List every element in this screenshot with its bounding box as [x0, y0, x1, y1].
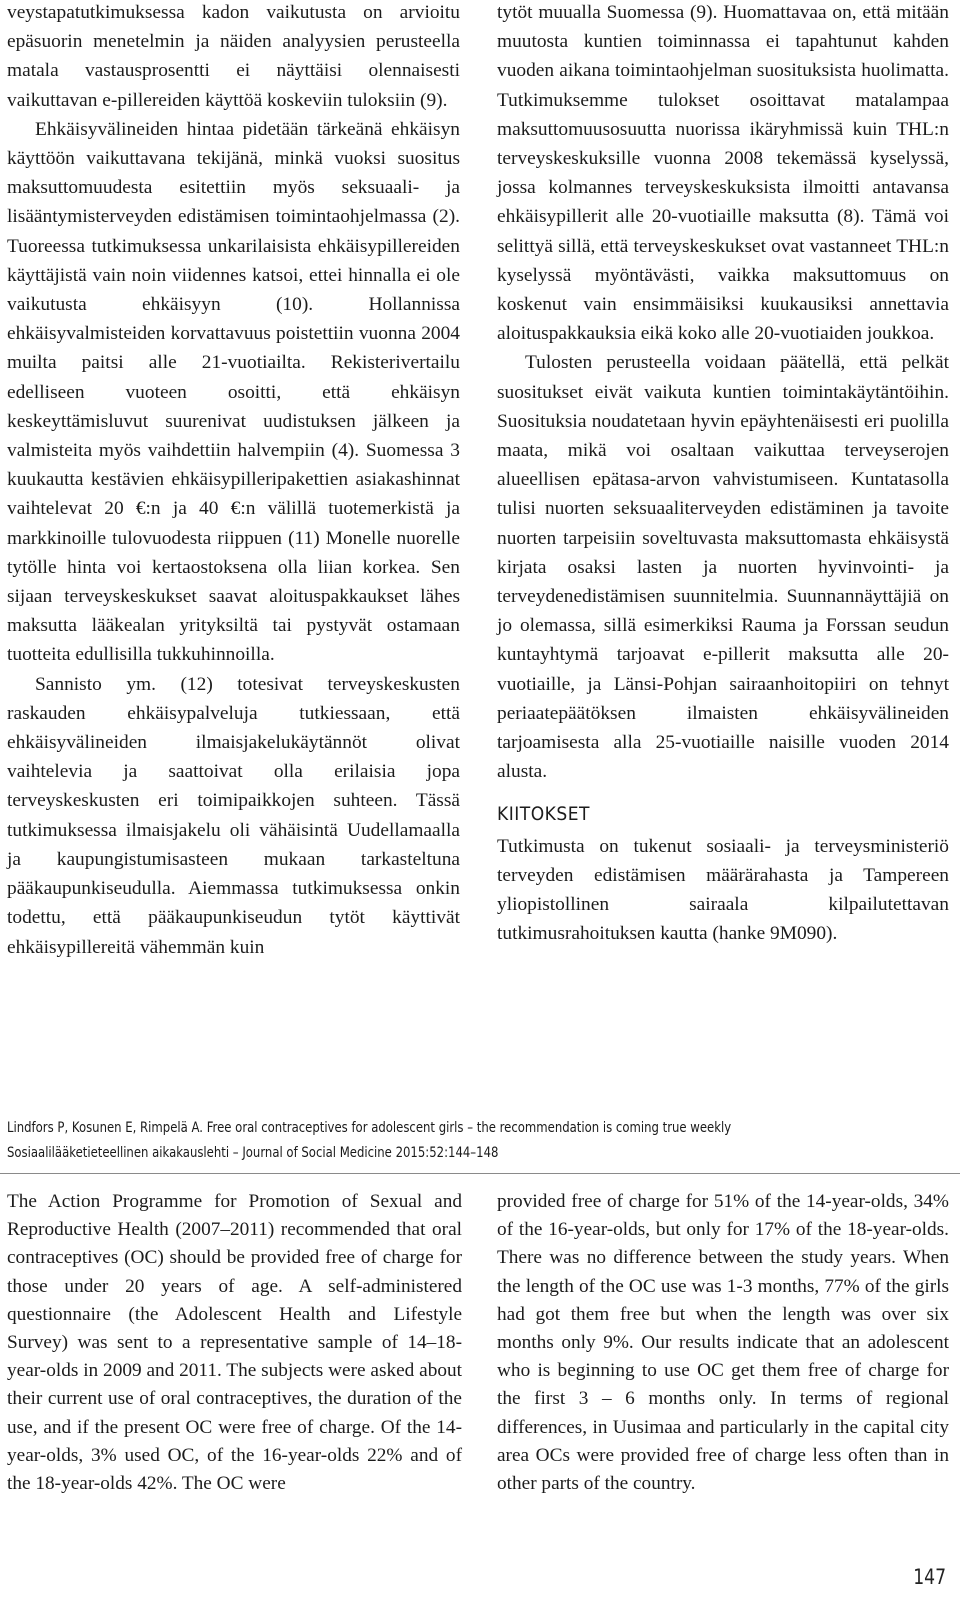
- abstract-right-column: provided free of charge for 51% of the 14-year-olds, 34% of the 16-year-olds, but only for 17% of the 18-year-olds. There was no difference between the study years. When the length of the OC use was 1-3 months, 77% of the girls had got them free but when the length was over six months only 9%. Our results indicate that an adolescent who is beginning to use OC get them free of charge for the first 3 – 6 months only. In terms of regional differences, in Uusimaa and particularly in the capital city area OCs were provided free of charge less often than in other parts of the country.: [497, 1191, 949, 1495]
- page-number: 147: [913, 1565, 946, 1589]
- paragraph: Sannisto ym. (12) totesivat terveyskeskusten raskauden ehkäisypalveluja tutkiessaan, että ehkäisyvälineiden ilmaisjakelukäytännöt olivat vaihtelevia ja saattoivat olla erilaisia jopa terveyskeskusten eri toimipaikkojen suhteen. Tässä tutkimuksessa ilmaisjakelu oli vähäisintä Uudellamaalla ja kaupungistumisasteen mukaan tarkasteltuna pääkaupunkiseudulla. Aiemmassa tutkimuksessa onkin todettu, että pääkaupunkiseudun tytöt käyttivät ehkäisypillereitä vähemmän kuin: [7, 673, 460, 958]
- citation-line: Sosiaalilääketieteellinen aikakauslehti – Journal of Social Medicine 2015:52:144–148: [7, 1144, 499, 1161]
- divider: [0, 1173, 960, 1174]
- english-citation: [7, 1115, 765, 1165]
- abstract-left-column: The Action Programme for Promotion of Sexual and Reproductive Health (2007–2011) recommended that oral contraceptives (OC) should be provided free of charge for those under 20 years of age. A self-administered questionnaire (the Adolescent Health and Lifestyle Survey) was sent to a representative sample of 14–18-year-olds in 2009 and 2011. The subjects were asked about their current use of oral contraceptives, the duration of the use, and if the present OC were free of charge. Of the 14-year-olds, 3% used OC, of the 16-year-olds 22% and of the 18-year-olds 42%. The OC were: [7, 1191, 462, 1495]
- article-left-column: [7, 0, 460, 962]
- acknowledgements-heading: KIITOKSET: [497, 803, 590, 826]
- paragraph: Tulosten perusteella voidaan päätellä, että pelkät suositukset eivät vaikuta kuntien toimintakäytäntöihin. Suosituksia noudatetaan hyvin epäyhtenäisesti eri puolilla maata, mikä voi osaltaan vaikuttaa terveyserojen alueellisen epätasa-arvon vahvistumiseen. Kuntatasolla tulisi nuorten seksuaaliterveyden edistäminen ja tavoite nuorten tarpeisiin soveltuvasta maksuttomasta ehkäisystä kirjata osaksi lasten ja nuorten hyvinvointi- ja terveydenedistämisen suunnitelmia. Suunnannäyttäjiä on jo olemassa, sillä esimerkiksi Rauma ja Forssan seudun kuntayhtymä tarjoavat e-pillerit maksutta alle 20-vuotiaille, ja Länsi-Pohjan sairaanhoitopiiri on tehnyt periaatepäätöksen ilmaisten ehkäisyvälineiden tarjoamisesta alla 25-vuotiaille naisille vuoden 2014 alusta.: [497, 352, 949, 783]
- article-right-column: [497, 0, 949, 949]
- paragraph: Ehkäisyvälineiden hintaa pidetään tärkeänä ehkäisyn käyttöön vaikuttavana tekijänä, minkä vuoksi suositus maksuttomuudesta esitettiin myös seksuaali- ja lisääntymisterveyden edistämisen toimintaohjelmassa (2). Tuoreessa tutkimuksessa unkarilaisista ehkäisypillereiden käyttäjistä vain noin viidennes katsoi, ettei hinnalla ei ole vaikutusta ehkäisyyn (10). Hollannissa ehkäisyvalmisteiden korvattavuus poistettiin vuonna 2004 muilta paitsi alle 21-vuotiailta. Rekisterivertailu edelliseen vuoteen osoitti, että ehkäisyn keskeyttämisluvut suurenivat uudistuksen jälkeen ja valmisteita myös vaihdettiin halvempiin (4). Suomessa 3 kuukautta kestävien ehkäisypilleripakettien asiakashinnat vaihtelevat 20 €:n ja 40 €:n välillä tuotemerkistä ja markkinoille tulovuodesta riippuen (11) Monelle nuorelle tytölle hinta voi kertaostoksena olla liian korkea. Sen sijaan terveyskeskukset saavat aloituspakkaukset lähes maksutta lääkealan yrityksiltä tai pystyvät ostamaan tuotteita edullisilla tukkuhinnoilla.: [7, 118, 460, 666]
- citation-line: Lindfors P, Kosunen E, Rimpelä A. Free oral contraceptives for adolescent girls – the recommendation is coming true weekly: [7, 1119, 732, 1136]
- acknowledgements-text: Tutkimusta on tukenut sosiaali- ja terveysministeriö terveyden edistämisen määrärahasta ja Tampereen yliopistollinen sairaala kilpailutettavan tutkimusrahoituksen kautta (hanke 9M090).: [497, 835, 949, 945]
- paragraph: veystapatutkimuksessa kadon vaikutusta on arvioitu epäsuorin menetelmin ja näiden analyysien perusteella matala vastausprosentti ei näyttäisi olennaisesti vaikuttavan e-pillereiden käyttöä koskeviin tuloksiin (9).: [7, 2, 460, 111]
- paragraph: tytöt muualla Suomessa (9). Huomattavaa on, että mitään muutosta kuntien toiminnassa ei tapahtunut kahden vuoden aikana toimintaohjelman suosituksista huolimatta. Tutkimuksemme tulokset osoittavat matalampaa maksuttomuusosuutta nuorissa ikäryhmissä kuin THL:n terveyskeskuksille vuonna 2008 tekemässä kyselyssä, jossa kolmannes terveyskeskuksista ilmoitti antavansa ehkäisypillerit alle 20-vuotiaille maksutta (8). Tämä voi selittyä sillä, että terveyskeskukset ovat vastanneet THL:n kyselyssä myöntävästi, vaikka maksuttomuus on koskenut vain ensimmäisiksi kuukausiksi annettavia aloituspakkauksia eikä koko alle 20-vuotiaiden joukkoa.: [497, 2, 949, 345]
